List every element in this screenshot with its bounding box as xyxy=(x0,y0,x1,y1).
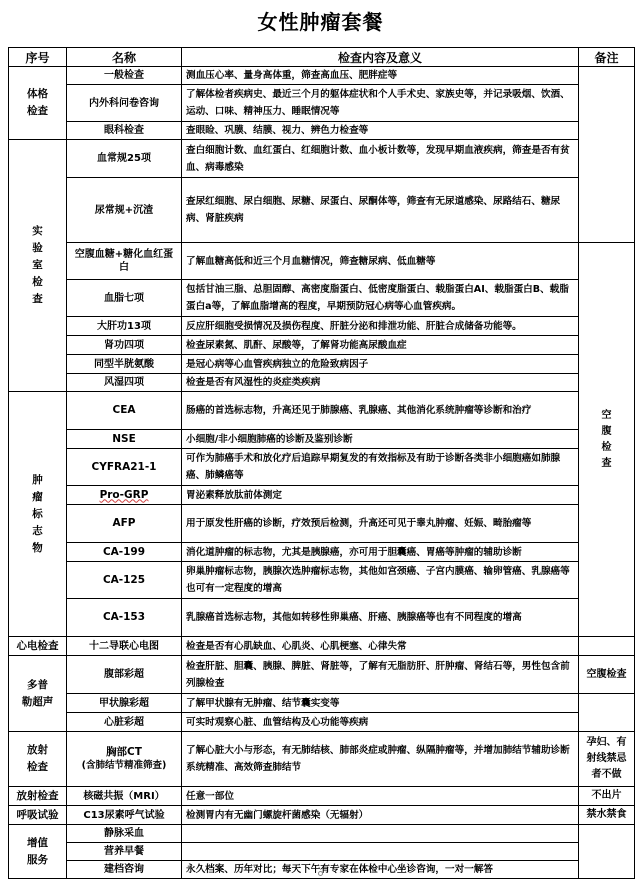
item-name: C13尿素呼气试验 xyxy=(67,806,182,825)
item-desc: 是冠心病等心血管疾病独立的危险致病因子 xyxy=(182,355,579,374)
table-row xyxy=(9,806,635,825)
note-empty xyxy=(579,637,635,656)
table-row xyxy=(9,843,635,861)
table-row xyxy=(9,825,635,843)
table-row xyxy=(9,543,635,562)
table-row xyxy=(9,732,635,787)
item-name: 同型半胱氨酸 xyxy=(67,355,182,374)
item-name: 静脉采血 xyxy=(67,825,182,843)
item-desc: 用于原发性肝癌的诊断，疗效预后检测，升高还可见于睾丸肿瘤、妊娠、畸胎瘤等 xyxy=(182,505,579,543)
category-radio: 放射 检查 xyxy=(9,732,67,787)
table-row xyxy=(9,374,635,392)
note-c13: 禁水禁食 xyxy=(579,806,635,825)
item-name: 建档咨询 xyxy=(67,861,182,879)
table-row xyxy=(9,694,635,713)
category-service: 增值 服务 xyxy=(9,825,67,879)
item-desc xyxy=(182,843,579,861)
table-row xyxy=(9,861,635,879)
item-name: 十二导联心电图 xyxy=(67,637,182,656)
table-row xyxy=(9,656,635,694)
item-name: 甲状腺彩超 xyxy=(67,694,182,713)
item-desc: 查白细胞计数、血红蛋白、红细胞计数、血小板计数等，发现早期血液疾病，筛查是否有贫血、病毒感染 xyxy=(182,140,579,178)
table-row xyxy=(9,599,635,637)
item-name: CA-125 xyxy=(67,562,182,599)
item-desc: 任意一部位 xyxy=(182,787,579,806)
item-name: 尿常规+沉渣 xyxy=(67,178,182,243)
page-dot-mark xyxy=(318,871,323,876)
header-name: 名称 xyxy=(67,48,182,67)
item-desc: 可实时观察心脏、血管结构及心功能等疾病 xyxy=(182,713,579,732)
item-name: 营养早餐 xyxy=(67,843,182,861)
item-desc: 测血压心率、量身高体重，筛查高血压、肥胖症等 xyxy=(182,67,579,85)
item-name: NSE xyxy=(67,430,182,449)
header-note: 备注 xyxy=(579,48,635,67)
item-desc: 了解体检者疾病史、最近三个月的躯体症状和个人手术史、家族史等，并记录吸烟、饮酒、运动、口味、精神压力、睡眠情况等 xyxy=(182,85,579,122)
table-row xyxy=(9,140,635,178)
item-desc: 了解血糖高低和近三个月血糖情况，筛查糖尿病、低血糖等 xyxy=(182,243,579,280)
item-desc: 查尿红细胞、尿白细胞、尿糖、尿蛋白、尿酮体等，筛查有无尿道感染、尿路结石、糖尿病、肾脏疾病 xyxy=(182,178,579,243)
item-name: 血常规25项 xyxy=(67,140,182,178)
category-ecg: 心电检查 xyxy=(9,637,67,656)
item-name: 一般检查 xyxy=(67,67,182,85)
item-desc: 了解甲状腺有无肿瘤、结节囊实变等 xyxy=(182,694,579,713)
table-row xyxy=(9,85,635,122)
category-radio-mri: 放射检查 xyxy=(9,787,67,806)
table-header-row xyxy=(9,48,635,67)
item-name: 空腹血糖+糖化血红蛋白 xyxy=(67,243,182,280)
note-chest: 孕妇、有 射线禁忌 者不做 xyxy=(579,732,635,787)
category-doppler: 多普 勒超声 xyxy=(9,656,67,732)
item-name: CYFRA21-1 xyxy=(67,449,182,486)
item-desc: 乳腺癌首选标志物，其他如转移性卵巢癌、肝癌、胰腺癌等也有不同程度的增高 xyxy=(182,599,579,637)
table-row xyxy=(9,243,635,280)
table-row xyxy=(9,449,635,486)
item-name: CA-199 xyxy=(67,543,182,562)
item-name: 血脂七项 xyxy=(67,280,182,317)
progrp-label: Pro-GRP xyxy=(99,488,149,501)
item-name: 风湿四项 xyxy=(67,374,182,392)
table-row xyxy=(9,562,635,599)
table-row xyxy=(9,713,635,732)
item-desc: 反应肝细胞受损情况及损伤程度、肝脏分泌和排泄功能、肝脏合成储备功能等。 xyxy=(182,317,579,336)
category-tumor: 肿 瘤 标 志 物 xyxy=(9,392,67,637)
item-desc: 永久档案、历年对比；每天下午有专家在体检中心坐诊咨询，一对一解答 xyxy=(182,861,579,879)
item-desc xyxy=(182,825,579,843)
item-name: CA-153 xyxy=(67,599,182,637)
item-name: 核磁共振（MRI） xyxy=(67,787,182,806)
table-row xyxy=(9,67,635,85)
package-table xyxy=(8,47,635,879)
table-row xyxy=(9,355,635,374)
table-row xyxy=(9,280,635,317)
item-desc: 检查是否有风湿性的炎症类疾病 xyxy=(182,374,579,392)
table-row xyxy=(9,178,635,243)
header-content: 检查内容及意义 xyxy=(182,48,579,67)
table-row xyxy=(9,486,635,505)
item-desc: 检查尿素氮、肌酐、尿酸等，了解肾功能高尿酸血症 xyxy=(182,336,579,355)
table-row xyxy=(9,392,635,430)
item-desc: 查眼睑、巩膜、结膜、视力、辨色力检查等 xyxy=(182,122,579,140)
note-mri: 不出片 xyxy=(579,787,635,806)
category-breath: 呼吸试验 xyxy=(9,806,67,825)
item-desc: 肠癌的首选标志物，升高还见于肺腺癌、乳腺癌、其他消化系统肿瘤等诊断和治疗 xyxy=(182,392,579,430)
header-no: 序号 xyxy=(9,48,67,67)
item-name: CEA xyxy=(67,392,182,430)
table-row xyxy=(9,787,635,806)
item-name: AFP xyxy=(67,505,182,543)
page-title: 女性肿瘤套餐 xyxy=(257,10,384,34)
item-desc: 检查是否有心肌缺血、心肌炎、心肌梗塞、心律失常 xyxy=(182,637,579,656)
item-name: 眼科检查 xyxy=(67,122,182,140)
note-empty xyxy=(579,694,635,732)
item-desc: 卵巢肿瘤标志物，胰腺次选肿瘤标志物，其他如宫颈癌、子宫内膜癌、输卵管癌、乳腺癌等也可有一定程度的增高 xyxy=(182,562,579,599)
note-empty xyxy=(579,825,635,879)
item-desc: 可作为肺癌手术和放化疗后追踪早期复发的有效指标及有助于诊断各类非小细胞癌如肺腺癌、肺鳞癌等 xyxy=(182,449,579,486)
item-desc: 了解心脏大小与形态，有无肺结核、肺部炎症或肿瘤、纵隔肿瘤等，并增加肺结节辅助诊断系统精准、高效筛查肺结节 xyxy=(182,732,579,787)
note-abdomen: 空腹检查 xyxy=(579,656,635,694)
item-desc: 检查肝脏、胆囊、胰腺、脾脏、肾脏等，了解有无脂肪肝、肝肿瘤、肾结石等，男性包含前列腺检查 xyxy=(182,656,579,694)
item-desc: 消化道肿瘤的标志物，尤其是胰腺癌，亦可用于胆囊癌、胃癌等肿瘤的辅助诊断 xyxy=(182,543,579,562)
category-physical: 体格 检查 xyxy=(9,67,67,140)
table-row xyxy=(9,317,635,336)
note-fasting: 空 腹 检 查 xyxy=(579,243,635,637)
table-row xyxy=(9,430,635,449)
item-desc: 胃泌素释放肽前体测定 xyxy=(182,486,579,505)
table-row xyxy=(9,336,635,355)
note-empty xyxy=(579,67,635,243)
item-desc: 包括甘油三脂、总胆固醇、高密度脂蛋白、低密度脂蛋白、载脂蛋白AI、载脂蛋白B、载脂蛋白a等，了解血脂增高的程度，早期预防冠心病等心血管疾病。 xyxy=(182,280,579,317)
item-desc: 小细胞/非小细胞肺癌的诊断及鉴别诊断 xyxy=(182,430,579,449)
item-name xyxy=(67,486,182,505)
table-row xyxy=(9,505,635,543)
item-name: 腹部彩超 xyxy=(67,656,182,694)
item-name: 胸部CT (含肺结节精准筛查) xyxy=(67,732,182,787)
item-desc: 检测胃内有无幽门螺旋杆菌感染（无辐射） xyxy=(182,806,579,825)
category-lab: 实 验 室 检 查 xyxy=(9,140,67,392)
item-name: 内外科问卷咨询 xyxy=(67,85,182,122)
item-name: 心脏彩超 xyxy=(67,713,182,732)
table-row xyxy=(9,637,635,656)
item-name: 大肝功13项 xyxy=(67,317,182,336)
table-row xyxy=(9,122,635,140)
item-name: 肾功四项 xyxy=(67,336,182,355)
